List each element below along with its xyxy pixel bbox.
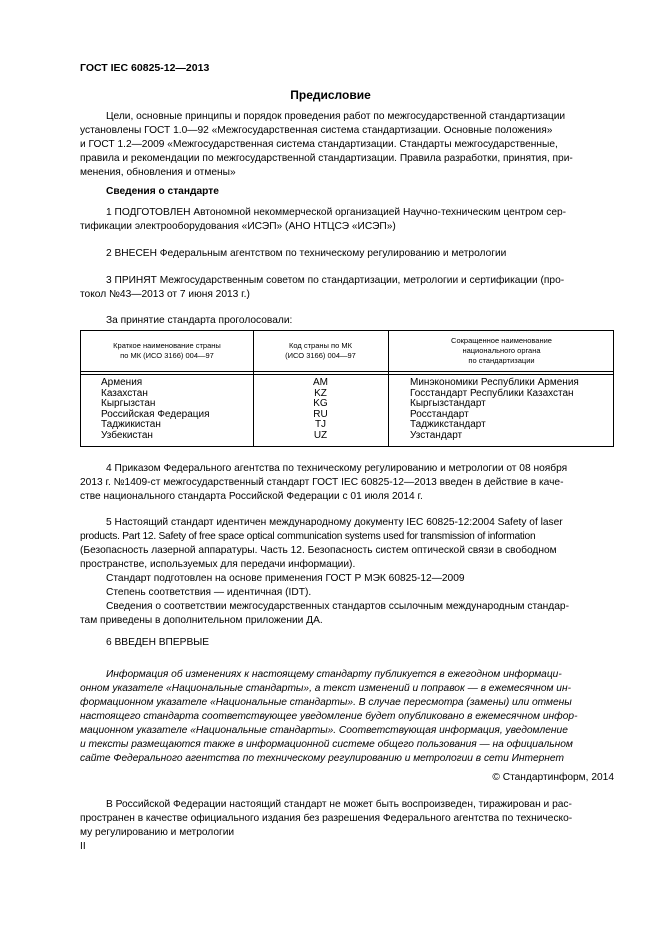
- item-5-line: products. Part 12. Safety of free space optical communication systems used for transmission of information: [80, 531, 536, 542]
- item-1-line: 1 ПОДГОТОВЛЕН Автономной некоммерческой организацией Научно-техническим центром сер-: [106, 207, 567, 218]
- item-4-line: 4 Приказом Федерального агентства по техническому регулированию и метрологии от 08 ноября: [106, 463, 568, 474]
- table-cell-code: RU: [313, 408, 328, 420]
- table-cell-country: Казахстан: [101, 387, 148, 399]
- vote-caption: За принятие стандарта проголосовали:: [106, 315, 293, 326]
- table-cell-country: Российская Федерация: [101, 408, 210, 420]
- table-cell-code: AM: [313, 377, 328, 388]
- notice-line: настоящего стандарта соответствующее уведомление будет опубликовано в ежемесячном инфор-: [80, 711, 578, 722]
- item-2: 2 ВНЕСЕН Федеральным агентством по техническому регулированию и метрологии: [106, 248, 507, 259]
- item-4-line: стве национального стандарта Российской Федерации с 01 июля 2014 г.: [80, 491, 423, 502]
- table-cell-body: Госстандарт Республики Казахстан: [410, 387, 574, 399]
- table-cell-country: Армения: [101, 377, 143, 388]
- intro-line: менения, обновления и отмены»: [80, 167, 236, 178]
- item-5-line: (Безопасность лазерной аппаратуры. Часть 12. Безопасность систем оптической связи в свободном: [80, 545, 557, 556]
- item-5-basis: Стандарт подготовлен на основе применения ГОСТ Р МЭК 60825-12—2009: [106, 573, 465, 584]
- item-3-line: токол №43—2013 от 7 июня 2013 г.): [80, 289, 250, 300]
- table-cell-country: Таджикистан: [101, 419, 161, 430]
- notice-line: Информация об изменениях к настоящему стандарту публикуется в ежегодном информаци-: [106, 669, 562, 680]
- page-title: Предисловие: [290, 88, 371, 102]
- item-5-refs-line: там приведены в дополнительном приложении ДА.: [80, 615, 323, 626]
- item-5-line: 5 Настоящий стандарт идентичен международному документу IEC 60825-12:2004 Safety of laser: [106, 517, 563, 528]
- copyright: © Стандартинформ, 2014: [492, 772, 614, 783]
- table-cell-body: Узстандарт: [410, 429, 463, 441]
- intro-line: правила и рекомендации по межгосударственной стандартизации. Правила разработки, принятия, при-: [80, 153, 573, 164]
- item-5-refs-line: Сведения о соответствии межгосударственных стандартов ссылочным международным стандар-: [106, 601, 569, 612]
- notice-line: мационном указателе «Национальные стандарты». Соответствующая информация, уведомление: [80, 725, 568, 736]
- restriction-line: му регулированию и метрологии: [80, 827, 235, 838]
- item-5-line: пространстве, используемых для передачи информации).: [80, 559, 356, 570]
- notice-line: сайте Федерального агентства по техническому регулированию и метрологии в сети Интернет: [80, 753, 564, 764]
- table-header-code: Код страны по МК (ИСО 3166) 004—97: [285, 341, 356, 360]
- notice-line: и тексты размещаются также в информационной системе общего пользования — на официальном: [80, 739, 573, 750]
- page-number: II: [80, 841, 86, 852]
- item-6: 6 ВВЕДЕН ВПЕРВЫЕ: [106, 637, 210, 648]
- table-cell-code: KZ: [314, 387, 327, 399]
- restriction-line: пространен в качестве официального издания без разрешения Федерального агентства по техническо-: [80, 813, 573, 824]
- table-cell-code: UZ: [313, 429, 328, 441]
- item-4-line: 2013 г. №1409-ст межгосударственный стандарт ГОСТ IEC 60825-12—2013 введен в действие в каче-: [80, 477, 564, 488]
- table-header-body: Сокращенное наименование национального органа по стандартизации: [451, 336, 552, 365]
- intro-line: установлены ГОСТ 1.0—92 «Межгосударственная система стандартизации. Основные положения»: [80, 125, 553, 136]
- item-1-line: тификации электрооборудования «ИСЭП» (АНО НТЦСЭ «ИСЭП»): [80, 221, 396, 232]
- intro-line: и ГОСТ 1.2—2009 «Межгосударственная система стандартизации. Стандарты межгосударственные,: [80, 139, 558, 150]
- table-cell-code: TJ: [314, 419, 327, 430]
- item-5-degree: Степень соответствия — идентичная (IDT).: [106, 587, 312, 598]
- restriction-line: В Российской Федерации настоящий стандарт не может быть воспроизведен, тиражирован и рас-: [106, 799, 572, 810]
- table-header-country: Краткое наименование страны по МК (ИСО 3166) 004—97: [113, 341, 221, 360]
- notice-line: онном указателе «Национальные стандарты», а текст изменений и поправок — в ежемесячном ин-: [80, 683, 571, 694]
- intro-line: Цели, основные принципы и порядок проведения работ по межгосударственной стандартизации: [106, 111, 566, 122]
- table-column-bodies: [410, 378, 579, 441]
- notice-line: формационном указателе «Национальные стандарты». В случае пересмотра (замены) или отмены: [80, 697, 572, 708]
- table-cell-code: KG: [313, 398, 328, 409]
- table-column-codes: [253, 378, 388, 441]
- document-code: ГОСТ IEC 60825-12—2013: [80, 62, 210, 74]
- table-cell-body: Таджикстандарт: [410, 419, 486, 430]
- table-cell-country: Узбекистан: [101, 429, 153, 441]
- table-cell-body: Росстандарт: [410, 408, 469, 420]
- table-column-countries: [101, 378, 210, 441]
- table-cell-country: Кыргызстан: [101, 398, 156, 409]
- voting-table: [80, 330, 614, 447]
- standard-info-heading: Сведения о стандарте: [106, 186, 219, 197]
- table-cell-body: Минэкономики Республики Армения: [410, 377, 579, 388]
- item-3-line: 3 ПРИНЯТ Межгосударственным советом по стандартизации, метрологии и сертификации (про-: [106, 275, 565, 286]
- table-cell-body: Кыргызстандарт: [410, 398, 486, 409]
